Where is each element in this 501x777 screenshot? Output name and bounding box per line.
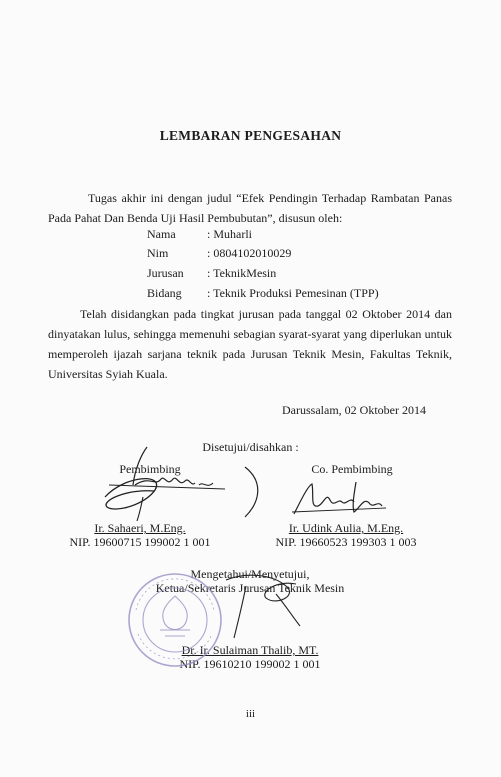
head-signature: [216, 566, 326, 646]
identity-value: : Muharli: [207, 227, 252, 241]
statement-line-1: Telah disidangkan pada tingkat jurusan pada tanggal 02 Oktober 2014 dan: [80, 307, 452, 321]
advisor-signature: [95, 445, 265, 525]
identity-row-jurusan: [147, 266, 276, 281]
advisor-name: Ir. Sahaeri, M.Eng.: [94, 521, 186, 535]
co-advisor-role: Co. Pembimbing: [311, 462, 393, 476]
page-number: iii: [245, 708, 256, 720]
university-stamp: [120, 570, 230, 670]
place-date: Darussalam, 02 Oktober 2014: [282, 403, 426, 417]
statement-line-4: Universitas Syiah Kuala.: [48, 367, 168, 381]
acknowledgement-line-2: Ketua/Sekretaris Jurusan Teknik Mesin: [155, 581, 345, 595]
intro-line-2: Pada Pahat Dan Benda Uji Hasil Pembubutan”, disusun oleh:: [48, 211, 343, 225]
head-nip: NIP. 19610210 199002 1 001: [179, 657, 321, 671]
statement-line-2: dinyatakan lulus, sehingga memenuhi sebagian syarat-syarat yang diperlukan untuk: [48, 327, 452, 341]
intro-paragraph: [48, 188, 452, 228]
advisor-role: Pembimbing: [119, 462, 181, 476]
identity-label: Bidang: [147, 286, 182, 300]
identity-value: : Teknik Produksi Pemesinan (TPP): [207, 286, 379, 300]
identity-label: Jurusan: [147, 266, 184, 280]
co-advisor-name: Ir. Udink Aulia, M.Eng.: [288, 521, 404, 535]
identity-label: Nama: [147, 227, 176, 241]
co-advisor-signature: [290, 478, 390, 522]
advisor-nip: NIP. 19600715 199002 1 001: [69, 535, 211, 549]
identity-row-bidang: [147, 286, 379, 301]
statement-line-3: memperoleh ijazah sarjana teknik pada Jurusan Teknik Mesin, Fakultas Teknik,: [48, 347, 452, 361]
identity-row-name: [147, 227, 252, 242]
head-name: Dr. Ir. Sulaiman Thalib, MT.: [181, 643, 319, 657]
acknowledgement-line-1: Mengetahui/Menyetujui,: [190, 567, 310, 581]
identity-value: : 0804102010029: [207, 246, 292, 260]
co-advisor-nip: NIP. 19660523 199303 1 003: [275, 535, 417, 549]
identity-value: : TeknikMesin: [207, 266, 277, 280]
intro-line-1: Tugas akhir ini dengan judul “Efek Pendingin Terhadap Rambatan Panas: [88, 191, 452, 205]
identity-row-nim: [147, 246, 291, 261]
approval-heading: Disetujui/disahkan :: [202, 440, 299, 454]
identity-label: Nim: [147, 246, 169, 260]
statement-paragraph: [48, 304, 452, 384]
page-title: LEMBARAN PENGESAHAN: [159, 128, 342, 143]
